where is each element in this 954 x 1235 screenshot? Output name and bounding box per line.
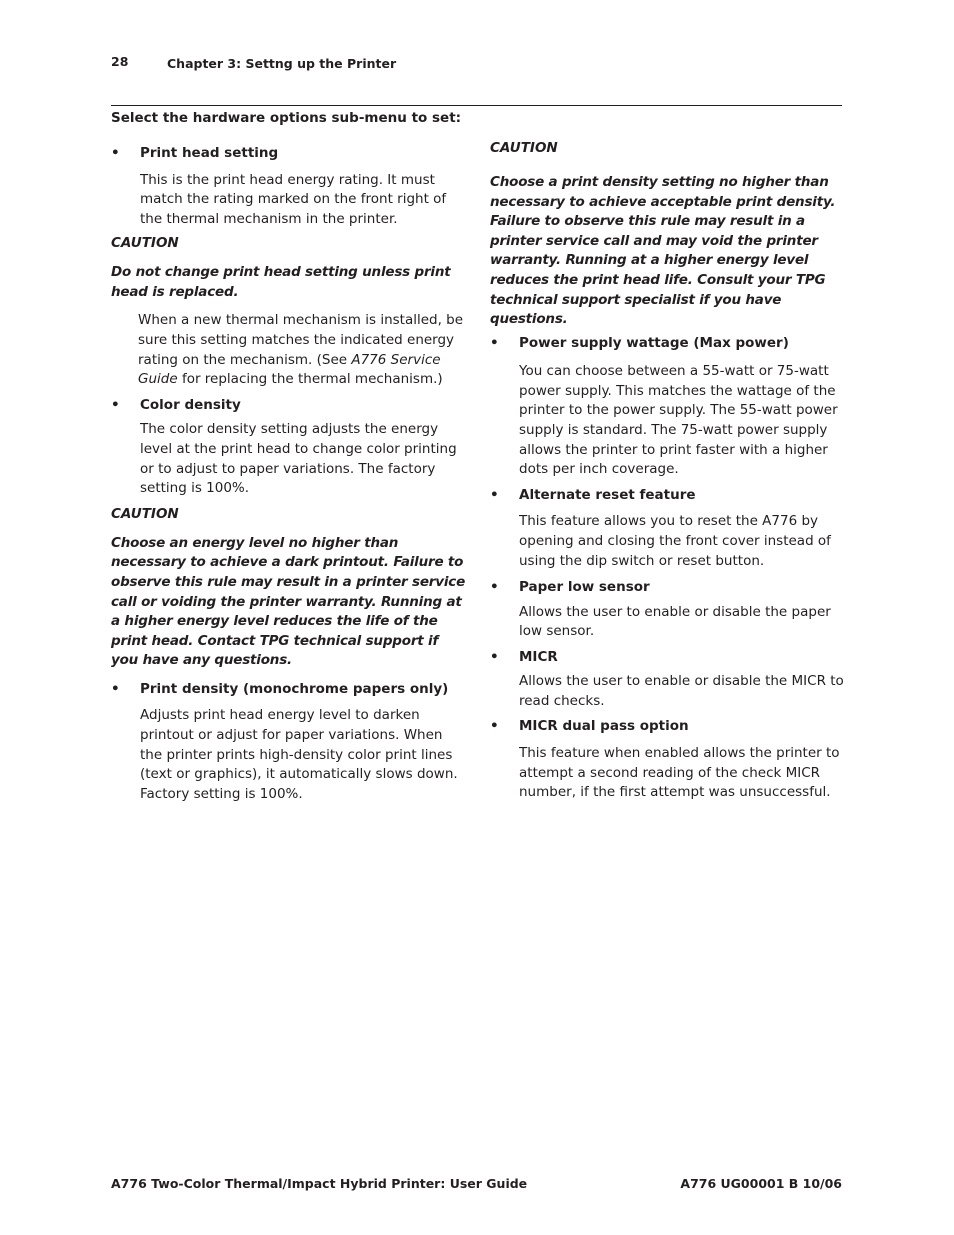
color-density-body: The color density setting adjusts the energy level at the print head to change color printing or to adjust to paper variations. The factory setting is 100%. bbox=[140, 421, 457, 497]
caution-text-3: Choose a print density setting no higher than necessary to achieve acceptable print density. Failure to observe this rule may result in a printer service call and may void the printer warranty. Running at a higher energy level reduces the print head life. Consult your TPG technical support specialist if you have questions. bbox=[490, 174, 836, 328]
mechanism-note bbox=[111, 311, 467, 389]
right-column bbox=[490, 139, 846, 803]
page-number: 28 bbox=[111, 54, 129, 69]
caution-heading-2: CAUTION bbox=[111, 505, 179, 522]
mechanism-note-part2: for replacing the thermal mechanism.) bbox=[177, 371, 443, 388]
print-head-setting-body: This is the print head energy rating. It must match the rating marked on the front right of the thermal mechanism in the printer. bbox=[140, 171, 447, 227]
caution-text-2: Choose an energy level no higher than necessary to achieve a dark printout. Failure to observe this rule may result in a printer service call or voiding the printer warranty. Running at a higher energy level reduces the life of the print head. Contact TPG technical support if you have any questions. bbox=[111, 534, 466, 669]
power-supply-body: You can choose between a 55-watt or 75-watt power supply. This matches the wattage of the printer to the power supply. The 55-watt power supply is standard. The 75-watt power supply allows the printer to print faster with a higher dots per inch coverage. bbox=[519, 363, 838, 478]
bullet-icon: • bbox=[490, 648, 499, 665]
micr-dual-title: MICR dual pass option bbox=[519, 718, 689, 735]
left-column bbox=[111, 109, 467, 804]
caution-text-1: Do not change print head setting unless print head is replaced. bbox=[111, 264, 451, 300]
intro-heading: Select the hardware options sub-menu to set: bbox=[111, 110, 462, 126]
paper-low-title: Paper low sensor bbox=[519, 579, 650, 596]
alternate-reset-item bbox=[490, 486, 846, 506]
footer-document-code: A776 UG00001 B 10/06 bbox=[680, 1176, 842, 1191]
micr-body: Allows the user to enable or disable the MICR to read checks. bbox=[519, 673, 844, 709]
caution-heading-3: CAUTION bbox=[490, 140, 558, 156]
micr-title: MICR bbox=[519, 648, 558, 665]
alternate-reset-title: Alternate reset feature bbox=[519, 486, 696, 503]
mechanism-note-part1: When a new thermal mechanism is installed, be sure this setting matches the indicated energy rating on the mechanism. (See bbox=[138, 312, 464, 368]
alternate-reset-body: This feature allows you to reset the A776 by opening and closing the front cover instead of using the dip switch or reset button. bbox=[519, 513, 831, 569]
service-guide-reference: A776 Service Guide bbox=[138, 351, 441, 388]
print-density-item bbox=[111, 680, 467, 700]
power-supply-title: Power supply wattage (Max power) bbox=[519, 334, 789, 351]
bullet-icon: • bbox=[111, 680, 120, 697]
color-density-item bbox=[111, 396, 467, 416]
bullet-icon: • bbox=[490, 579, 499, 596]
micr-dual-body: This feature when enabled allows the printer to attempt a second reading of the check MICR number, if the first attempt was unsuccessful. bbox=[519, 744, 840, 801]
footer-document-title: A776 Two-Color Thermal/Impact Hybrid Printer: User Guide bbox=[111, 1176, 528, 1191]
print-head-setting-item bbox=[111, 144, 467, 164]
power-supply-item bbox=[490, 334, 846, 354]
header-rule bbox=[111, 105, 842, 106]
print-density-body: Adjusts print head energy level to darken printout or adjust for paper variations. When the printer prints high-density color print lines (text or graphics), it automatically slows down. Factory setting is 100%. bbox=[140, 707, 458, 802]
color-density-title: Color density bbox=[140, 396, 241, 413]
bullet-icon: • bbox=[490, 718, 499, 735]
bullet-icon: • bbox=[111, 396, 120, 413]
micr-dual-item bbox=[490, 717, 846, 737]
caution-heading-1: CAUTION bbox=[111, 235, 179, 252]
print-head-setting-title: Print head setting bbox=[140, 145, 279, 161]
paper-low-body: Allows the user to enable or disable the paper low sensor. bbox=[519, 603, 831, 640]
bullet-icon: • bbox=[111, 145, 120, 161]
paper-low-item bbox=[490, 578, 846, 598]
micr-item bbox=[490, 648, 846, 668]
print-density-title: Print density (monochrome papers only) bbox=[140, 680, 449, 697]
bullet-icon: • bbox=[490, 486, 499, 503]
chapter-title: Chapter 3: Settng up the Printer bbox=[167, 56, 397, 71]
bullet-icon: • bbox=[490, 334, 499, 351]
